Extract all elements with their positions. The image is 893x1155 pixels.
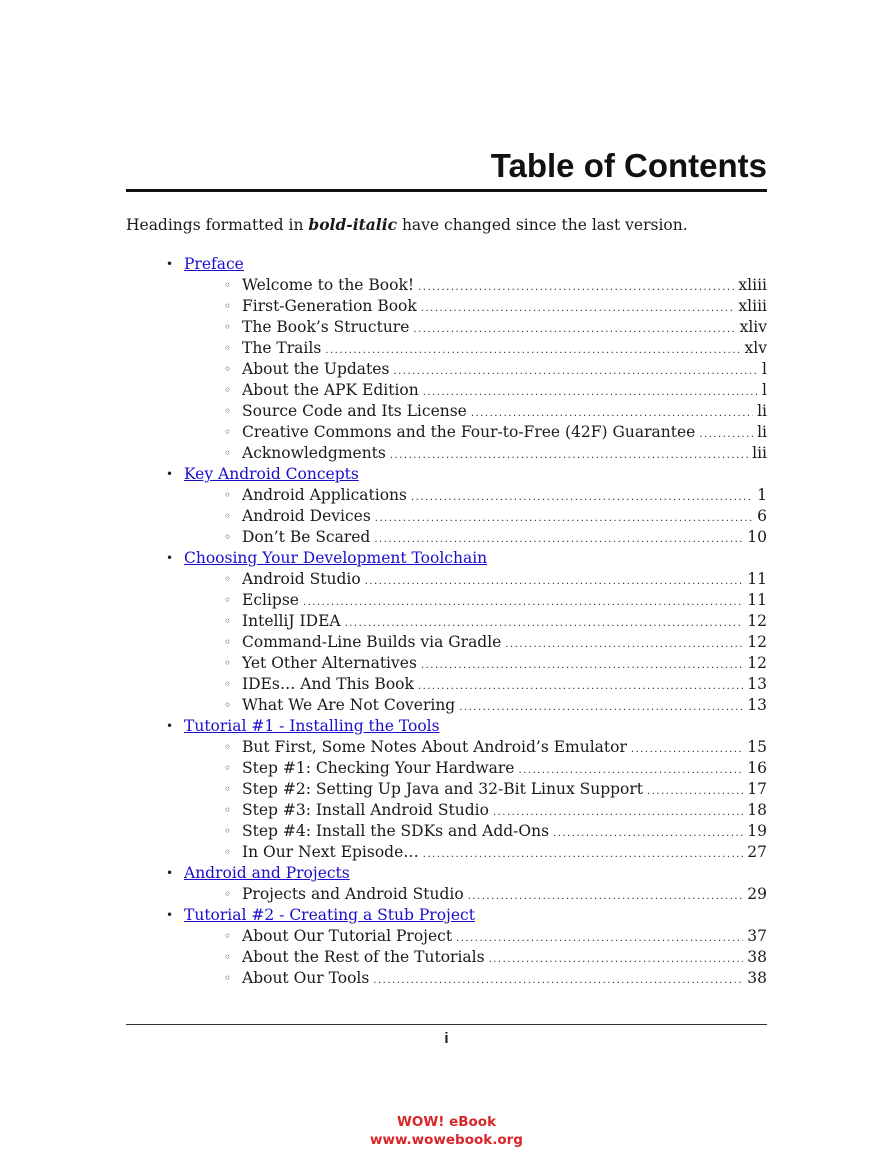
toc-entry-row <box>242 443 767 464</box>
toc-entry <box>0 821 893 842</box>
sub-bullet-icon: ◦ <box>224 299 232 313</box>
toc-entry-page: 12 <box>747 612 767 630</box>
toc-entry-row <box>242 380 767 401</box>
toc-entry-page: 18 <box>747 801 767 819</box>
toc-entry-page: l <box>762 360 767 378</box>
sub-bullet-icon: ◦ <box>224 635 232 649</box>
sub-bullet-icon: ◦ <box>224 803 232 817</box>
toc-entry-title: Step #3: Install Android Studio <box>242 801 489 819</box>
toc-entry-row <box>242 842 767 863</box>
toc-section-link[interactable]: Tutorial #2 - Creating a Stub Project <box>184 906 475 924</box>
intro-note <box>126 214 688 236</box>
sub-bullet-icon: ◦ <box>224 509 232 523</box>
toc-entry-title: Command-Line Builds via Gradle <box>242 633 502 651</box>
toc-section-link[interactable]: Android and Projects <box>184 864 350 882</box>
toc-entry-row <box>242 695 767 716</box>
page-number: i <box>444 1030 449 1047</box>
dot-leader <box>459 697 743 716</box>
toc-entry-row <box>242 632 767 653</box>
toc-entry-page: 19 <box>747 822 767 840</box>
toc-entry <box>0 695 893 716</box>
toc-entry-row <box>242 401 767 422</box>
sub-bullet-icon: ◦ <box>224 341 232 355</box>
sub-bullet-icon: ◦ <box>224 698 232 712</box>
dot-leader <box>325 340 740 359</box>
dot-leader <box>418 277 734 296</box>
sub-bullet-icon: ◦ <box>224 782 232 796</box>
sub-bullet-icon: ◦ <box>224 404 232 418</box>
toc-section <box>0 863 893 884</box>
sub-bullet-icon: ◦ <box>224 929 232 943</box>
sub-bullet-icon: ◦ <box>224 278 232 292</box>
toc-entry <box>0 968 893 989</box>
toc-entry-title: IDEs… And This Book <box>242 675 414 693</box>
bullet-icon: • <box>166 467 174 481</box>
watermark-url: www.wowebook.org <box>370 1132 523 1148</box>
dot-leader <box>505 634 743 653</box>
toc-entry-page: 11 <box>747 591 767 609</box>
toc-entry-title: About the Rest of the Tutorials <box>242 948 485 966</box>
toc-entry-title: Yet Other Alternatives <box>242 654 417 672</box>
dot-leader <box>393 361 758 380</box>
toc-entry <box>0 926 893 947</box>
toc-entry <box>0 800 893 821</box>
dot-leader <box>390 445 748 464</box>
toc-entry <box>0 359 893 380</box>
dot-leader <box>418 676 743 695</box>
toc-entry-row <box>242 821 767 842</box>
sub-bullet-icon: ◦ <box>224 887 232 901</box>
dot-leader <box>373 970 743 989</box>
toc-entry-page: xliv <box>739 318 767 336</box>
toc-entry-row <box>242 674 767 695</box>
sub-bullet-icon: ◦ <box>224 677 232 691</box>
dot-leader <box>413 319 735 338</box>
toc-entry-page: 38 <box>747 948 767 966</box>
toc-entry-page: 37 <box>747 927 767 945</box>
sub-bullet-icon: ◦ <box>224 845 232 859</box>
toc-list <box>0 254 893 989</box>
dot-leader <box>411 487 753 506</box>
watermark-title: WOW! eBook <box>396 1114 497 1130</box>
dot-leader <box>303 592 743 611</box>
dot-leader <box>421 298 735 317</box>
toc-entry <box>0 422 893 443</box>
toc-section <box>0 464 893 485</box>
toc-entry-title: In Our Next Episode… <box>242 843 419 861</box>
toc-entry <box>0 884 893 905</box>
intro-emphasis: bold-italic <box>308 215 398 234</box>
toc-entry-page: li <box>757 402 767 420</box>
dot-leader <box>423 844 743 863</box>
toc-entry <box>0 611 893 632</box>
dot-leader <box>489 949 744 968</box>
sub-bullet-icon: ◦ <box>224 446 232 460</box>
toc-section-link[interactable]: Choosing Your Development Toolchain <box>184 549 488 567</box>
toc-entry <box>0 443 893 464</box>
sub-bullet-icon: ◦ <box>224 383 232 397</box>
bullet-icon: • <box>166 866 174 880</box>
toc-entry-row <box>242 758 767 779</box>
toc-entry <box>0 653 893 674</box>
toc-entry-row <box>242 296 767 317</box>
page-title: Table of Contents <box>490 147 767 184</box>
toc-entry-row <box>242 569 767 590</box>
toc-entry-row <box>242 611 767 632</box>
toc-entry-page: lii <box>752 444 767 462</box>
toc-entry-title: Eclipse <box>242 591 299 609</box>
toc-entry-page: xliii <box>738 297 767 315</box>
toc-entry-title: But First, Some Notes About Android’s Emulator <box>242 738 627 756</box>
toc-entry <box>0 632 893 653</box>
toc-entry-row <box>242 338 767 359</box>
toc-entry <box>0 485 893 506</box>
toc-entry-title: Creative Commons and the Four-to-Free (42F) Guarantee <box>242 423 696 441</box>
dot-leader <box>631 739 743 758</box>
dot-leader <box>518 760 743 779</box>
toc-entry-row <box>242 422 767 443</box>
toc-entry-page: 12 <box>747 633 767 651</box>
toc-entry-title: Step #4: Install the SDKs and Add-Ons <box>242 822 550 840</box>
toc-section-link[interactable]: Key Android Concepts <box>184 465 359 483</box>
toc-entry-page: 38 <box>747 969 767 987</box>
toc-entry-row <box>242 947 767 968</box>
toc-entry-row <box>242 968 767 989</box>
toc-entry-row <box>242 527 767 548</box>
toc-entry-title: Android Studio <box>242 570 361 588</box>
toc-entry-page: 27 <box>747 843 767 861</box>
toc-entry <box>0 758 893 779</box>
toc-section <box>0 905 893 926</box>
toc-entry-page: 12 <box>747 654 767 672</box>
toc-entry-title: Welcome to the Book! <box>242 276 415 294</box>
toc-entry-row <box>242 485 767 506</box>
toc-entry-row <box>242 506 767 527</box>
toc-entry-title: Android Applications <box>242 486 407 504</box>
dot-leader <box>345 613 744 632</box>
toc-entry-title: About the APK Edition <box>242 381 419 399</box>
toc-entry-page: 6 <box>757 507 767 525</box>
toc-entry-title: Acknowledgments <box>242 444 386 462</box>
sub-bullet-icon: ◦ <box>224 362 232 376</box>
intro-text-after: have changed since the last version. <box>397 216 688 234</box>
dot-leader <box>471 403 753 422</box>
dot-leader <box>647 781 743 800</box>
dot-leader <box>553 823 743 842</box>
toc-entry-title: Projects and Android Studio <box>242 885 464 903</box>
toc-entry-title: About Our Tools <box>242 969 370 987</box>
toc-section-link[interactable]: Tutorial #1 - Installing the Tools <box>184 717 440 735</box>
sub-bullet-icon: ◦ <box>224 593 232 607</box>
toc-entry-page: 11 <box>747 570 767 588</box>
toc-entry-row <box>242 359 767 380</box>
sub-bullet-icon: ◦ <box>224 656 232 670</box>
toc-entry-row <box>242 779 767 800</box>
toc-entry-page: li <box>757 423 767 441</box>
dot-leader <box>365 571 744 590</box>
toc-entry <box>0 401 893 422</box>
sub-bullet-icon: ◦ <box>224 761 232 775</box>
toc-entry-page: 17 <box>747 780 767 798</box>
toc-entry-title: The Trails <box>242 339 322 357</box>
dot-leader <box>423 382 758 401</box>
toc-entry-page: 13 <box>747 696 767 714</box>
toc-entry <box>0 842 893 863</box>
toc-section-link[interactable]: Preface <box>184 255 244 273</box>
footer-divider <box>126 1024 767 1025</box>
toc-entry-page: xlv <box>744 339 767 357</box>
toc-section <box>0 548 893 569</box>
sub-bullet-icon: ◦ <box>224 824 232 838</box>
sub-bullet-icon: ◦ <box>224 971 232 985</box>
toc-entry-title: About the Updates <box>242 360 390 378</box>
toc-entry-title: Step #1: Checking Your Hardware <box>242 759 515 777</box>
toc-entry <box>0 737 893 758</box>
toc-entry-row <box>242 800 767 821</box>
toc-entry-page: 13 <box>747 675 767 693</box>
toc-entry-title: First-Generation Book <box>242 297 417 315</box>
toc-entry <box>0 590 893 611</box>
sub-bullet-icon: ◦ <box>224 425 232 439</box>
dot-leader <box>421 655 743 674</box>
toc-entry-row <box>242 590 767 611</box>
bullet-icon: • <box>166 551 174 565</box>
toc-entry-page: 29 <box>747 885 767 903</box>
toc-entry-title: Don’t Be Scared <box>242 528 371 546</box>
bullet-icon: • <box>166 257 174 271</box>
toc-entry-row <box>242 737 767 758</box>
toc-entry-title: About Our Tutorial Project <box>242 927 453 945</box>
toc-entry <box>0 674 893 695</box>
toc-entry <box>0 296 893 317</box>
sub-bullet-icon: ◦ <box>224 530 232 544</box>
toc-entry-page: l <box>762 381 767 399</box>
toc-entry <box>0 275 893 296</box>
toc-entry <box>0 506 893 527</box>
sub-bullet-icon: ◦ <box>224 488 232 502</box>
toc-entry-row <box>242 884 767 905</box>
sub-bullet-icon: ◦ <box>224 740 232 754</box>
toc-entry <box>0 317 893 338</box>
toc-entry <box>0 779 893 800</box>
toc-entry <box>0 947 893 968</box>
toc-entry <box>0 527 893 548</box>
dot-leader <box>375 508 753 527</box>
toc-entry-title: Step #2: Setting Up Java and 32-Bit Linux Support <box>242 780 644 798</box>
toc-entry-page: 16 <box>747 759 767 777</box>
intro-text-before: Headings formatted in <box>126 216 309 234</box>
dot-leader <box>374 529 743 548</box>
sub-bullet-icon: ◦ <box>224 950 232 964</box>
toc-entry-page: 1 <box>757 486 767 504</box>
toc-section <box>0 254 893 275</box>
toc-entry-page: 10 <box>747 528 767 546</box>
toc-entry-row <box>242 926 767 947</box>
toc-entry-row <box>242 275 767 296</box>
toc-entry <box>0 380 893 401</box>
toc-entry-title: The Book’s Structure <box>242 318 410 336</box>
toc-section <box>0 716 893 737</box>
dot-leader <box>699 424 753 443</box>
bullet-icon: • <box>166 719 174 733</box>
toc-entry <box>0 569 893 590</box>
toc-entry <box>0 338 893 359</box>
toc-entry-page: xliii <box>738 276 767 294</box>
toc-entry-title: IntelliJ IDEA <box>242 612 341 630</box>
dot-leader <box>468 886 744 905</box>
dot-leader <box>493 802 743 821</box>
toc-entry-page: 15 <box>747 738 767 756</box>
title-divider <box>126 189 767 192</box>
dot-leader <box>456 928 743 947</box>
toc-entry-title: What We Are Not Covering <box>242 696 456 714</box>
bullet-icon: • <box>166 908 174 922</box>
toc-entry-row <box>242 653 767 674</box>
toc-entry-title: Source Code and Its License <box>242 402 467 420</box>
sub-bullet-icon: ◦ <box>224 320 232 334</box>
toc-entry-row <box>242 317 767 338</box>
toc-entry-title: Android Devices <box>242 507 371 525</box>
sub-bullet-icon: ◦ <box>224 572 232 586</box>
sub-bullet-icon: ◦ <box>224 614 232 628</box>
